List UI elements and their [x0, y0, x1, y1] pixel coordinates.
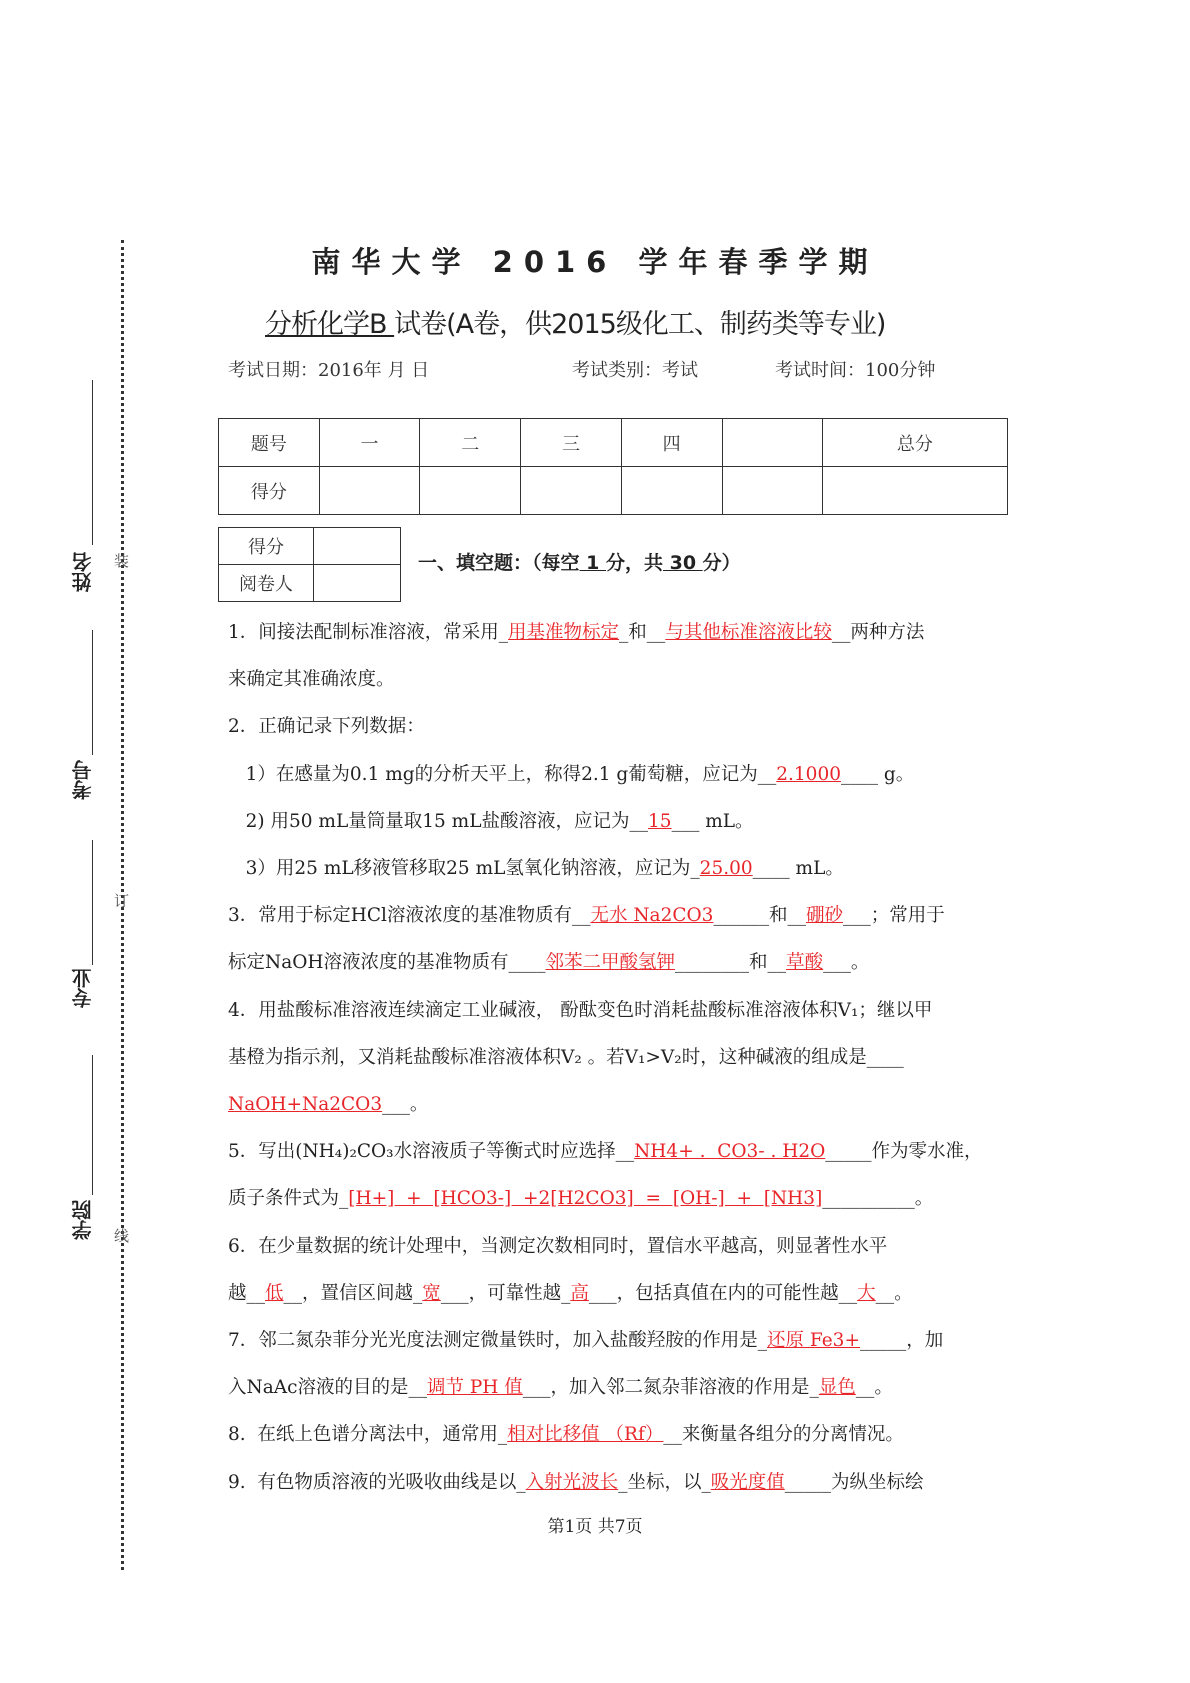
question-text: _坐标，以_	[618, 1472, 711, 1493]
question-text: ______和__	[713, 905, 806, 926]
score-cell[interactable]	[621, 467, 722, 515]
question-text: 3．常用于标定HCl溶液浓度的基准物质有__	[228, 905, 591, 926]
answer-text[interactable]: 硼砂	[805, 905, 843, 926]
question-line	[228, 1420, 904, 1446]
score-header-cell: 二	[420, 419, 521, 467]
question-line	[228, 996, 932, 1022]
page-title: 南华大学 2016 学年春季学期	[311, 245, 879, 279]
college-label: 学院	[71, 1200, 95, 1240]
question-text: __，置信区间越_	[283, 1283, 423, 1304]
bind-char-3: 线	[114, 1227, 130, 1245]
id-field-line[interactable]	[92, 630, 93, 755]
answer-text[interactable]: 25.00	[699, 858, 753, 879]
question-text: 基橙为指示剂，又消耗盐酸标准溶液体积V₂ 。若V₁>V₂时，这种碱液的组成是____	[228, 1047, 904, 1068]
question-text: _____，加	[859, 1330, 944, 1351]
question-text: __。	[875, 1283, 913, 1304]
answer-text[interactable]: 邻苯二甲酸氢钾	[545, 952, 676, 973]
question-text: ___；常用于	[842, 905, 945, 926]
section-points-total: 30	[662, 552, 703, 574]
question-line	[228, 1043, 904, 1069]
question-text: _和__	[619, 622, 666, 643]
question-text: ___。	[823, 952, 870, 973]
question-line	[228, 807, 754, 833]
question-line	[228, 901, 945, 927]
section-pre: 一、填空题：（每空	[418, 552, 580, 574]
score-cell[interactable]	[722, 467, 822, 515]
score-cell[interactable]	[420, 467, 521, 515]
answer-text[interactable]: 入射光波长	[525, 1472, 619, 1493]
answer-text[interactable]: 高	[570, 1283, 589, 1304]
section-points-each: 1	[579, 552, 606, 574]
score-row-label: 得分	[219, 467, 320, 515]
bind-char-1: 装	[114, 552, 130, 570]
question-text: 2．正确记录下列数据：	[228, 716, 425, 737]
score-header-cell: 三	[521, 419, 622, 467]
question-line	[228, 1137, 983, 1163]
grader-table	[218, 527, 401, 602]
score-table-score-row	[219, 467, 1008, 515]
question-text: __。	[855, 1377, 893, 1398]
answer-text[interactable]: 还原 Fe3+	[767, 1330, 860, 1351]
subtitle-rest: 试卷(A卷，供2015级化工、制药类等专业)	[394, 309, 886, 340]
question-text: ___，包括真值在内的可能性越__	[588, 1283, 858, 1304]
question-text: _____作为零水准，	[825, 1141, 983, 1162]
major-label: 专业	[71, 968, 95, 1008]
question-text: __两种方法	[831, 622, 925, 643]
answer-text[interactable]: [H+] + [HCO3-] +2[H2CO3] = [OH-] + [NH3]	[348, 1188, 823, 1209]
question-line	[228, 665, 395, 691]
score-header-cell: 一	[319, 419, 420, 467]
question-text: 4．用盐酸标准溶液连续滴定工业碱液， 酚酞变色时消耗盐酸标准溶液体积V₁；继以甲	[228, 1000, 933, 1021]
section-heading	[418, 548, 741, 575]
question-line	[228, 1326, 943, 1352]
section-mid: 分，共	[605, 552, 663, 574]
exam-subtitle	[265, 302, 885, 341]
bind-char-2: 订	[114, 892, 130, 910]
question-text: 8. 在纸上色谱分离法中，通常用_	[228, 1424, 508, 1445]
question-line	[228, 712, 425, 738]
course-name: 分析化学B	[265, 309, 395, 340]
college-field-line[interactable]	[92, 1055, 93, 1195]
answer-text[interactable]: 与其他标准溶液比较	[665, 622, 832, 643]
question-text: 1．间接法配制标准溶液，常采用_	[228, 622, 509, 643]
exam-date: 考试日期：2016年 月 日	[228, 360, 430, 381]
question-text: 1）在感量为0.1 mg的分析天平上，称得2.1 g葡萄糖，应记为__	[228, 764, 777, 785]
score-header-cell: 总分	[822, 419, 1007, 467]
question-text: ___，加入邻二氮杂菲溶液的作用是_	[522, 1377, 819, 1398]
score-table	[218, 418, 1008, 515]
major-field-line[interactable]	[92, 840, 93, 965]
answer-text[interactable]: 草酸	[786, 952, 824, 973]
score-header-cell: 四	[621, 419, 722, 467]
question-text: 7．邻二氮杂菲分光光度法测定微量铁时，加入盐酸羟胺的作用是_	[228, 1330, 768, 1351]
answer-text[interactable]: 宽	[422, 1283, 441, 1304]
grader-name-label: 阅卷人	[219, 565, 314, 602]
question-text: ________和__	[675, 952, 787, 973]
question-text: ____ mL。	[752, 858, 844, 879]
answer-text[interactable]: 大	[857, 1283, 876, 1304]
question-text: ___，可靠性越_	[440, 1283, 571, 1304]
grader-score-cell[interactable]	[314, 528, 401, 565]
question-line	[228, 618, 924, 644]
question-text: 标定NaOH溶液浓度的基准物质有____	[228, 952, 546, 973]
answer-text[interactable]: 15	[648, 811, 672, 832]
exam-type: 考试类别：考试	[572, 360, 698, 381]
id-label: 考号	[71, 760, 95, 800]
answer-text[interactable]: 相对比移值 （Rf）	[507, 1424, 664, 1445]
question-text: 6．在少量数据的统计处理中，当测定次数相同时，置信水平越高，则显著性水平	[228, 1236, 888, 1257]
question-text: ___。	[382, 1094, 429, 1115]
answer-text[interactable]: 显色	[818, 1377, 856, 1398]
answer-text[interactable]: 2.1000	[776, 764, 841, 785]
answer-text[interactable]: 无水 Na2CO3	[590, 905, 714, 926]
page-footer: 第1页 共7页	[547, 1517, 643, 1537]
question-text: 2) 用50 mL量筒量取15 mL盐酸溶液，应记为__	[228, 811, 649, 832]
name-field-line[interactable]	[92, 380, 93, 545]
question-text: 5．写出(NH₄)₂CO₃水溶液质子等衡式时应选择__	[228, 1141, 635, 1162]
score-cell[interactable]	[319, 467, 420, 515]
question-line	[228, 1184, 933, 1210]
answer-text[interactable]: 吸光度值	[710, 1472, 785, 1493]
score-cell[interactable]	[521, 467, 622, 515]
question-line	[228, 1090, 428, 1116]
answer-text[interactable]: 用基准物标定	[508, 622, 620, 643]
score-header-cell	[722, 419, 822, 467]
question-line	[228, 1232, 887, 1258]
section-post: 分）	[702, 552, 741, 574]
question-text: 9. 有色物质溶液的光吸收曲线是以_	[228, 1472, 526, 1493]
question-text: 3）用25 mL移液管移取25 mL氢氧化钠溶液，应记为_	[228, 858, 700, 879]
exam-duration: 考试时间：100分钟	[775, 360, 936, 381]
name-label: 姓名	[71, 552, 95, 592]
grader-score-label: 得分	[219, 528, 314, 565]
score-header-cell: 题号	[219, 419, 320, 467]
question-line	[228, 760, 914, 786]
score-cell[interactable]	[822, 467, 1007, 515]
question-text: __________。	[822, 1188, 934, 1209]
question-text: 越__	[228, 1283, 266, 1304]
question-text: 来确定其准确浓度。	[228, 669, 395, 690]
answer-text[interactable]: 低	[265, 1283, 284, 1304]
question-text: ____ g。	[840, 764, 915, 785]
answer-text[interactable]: NaOH+Na2CO3	[228, 1094, 383, 1115]
score-table-header-row	[219, 419, 1008, 467]
answer-text[interactable]: 调节 PH 值	[426, 1377, 523, 1398]
question-text: ___ mL。	[671, 811, 754, 832]
question-text: _____为纵坐标绘	[784, 1472, 924, 1493]
grader-name-cell[interactable]	[314, 565, 401, 602]
question-line	[228, 1468, 923, 1494]
question-line	[228, 1279, 913, 1305]
answer-text[interactable]: NH4+ . CO3- . H2O	[634, 1141, 826, 1162]
question-text: __来衡量各组分的分离情况。	[663, 1424, 904, 1445]
question-text: 质子条件式为_	[228, 1188, 349, 1209]
question-line	[228, 1373, 893, 1399]
question-line	[228, 854, 844, 880]
question-text: 入NaAc溶液的目的是__	[228, 1377, 427, 1398]
question-line	[228, 948, 869, 974]
